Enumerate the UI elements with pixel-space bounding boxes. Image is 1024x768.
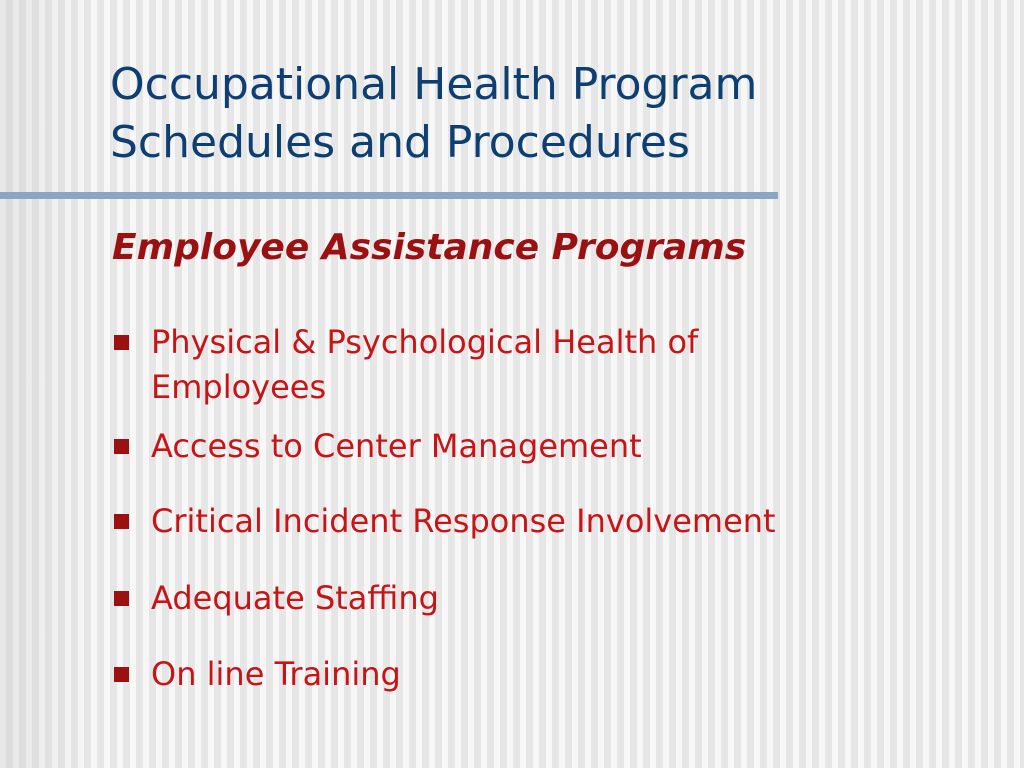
square-bullet-icon [114,591,129,606]
bullet-text [151,499,776,544]
bullet-item-on-line-training [114,652,994,697]
bullet-item-access-to-center-management [114,424,994,469]
slide-title-line-2: Schedules and Procedures [110,117,690,168]
bullet-item-critical-incident-response [114,499,994,544]
bullet-item-physical-psychological-health [114,320,994,410]
bullet-item-adequate-staffing [114,576,994,621]
bullet-text [151,652,401,697]
bullet-text-line-1: Access to Center Management [151,427,642,465]
bullet-text-line-1: Adequate Staffing [151,579,439,617]
square-bullet-icon [114,667,129,682]
bullet-text-line-1: Physical & Psychological Health of [151,323,699,361]
bullet-text-line-1: Critical Incident Response Involvement [151,502,776,540]
bullet-text [151,320,698,410]
slide-title-line-1: Occupational Health Program [110,59,758,110]
square-bullet-icon [114,514,129,529]
title-divider [0,192,778,199]
square-bullet-icon [114,439,129,454]
slide-subtitle: Employee Assistance Programs [112,227,747,268]
bullet-text [151,576,439,621]
background-left-shade [0,0,90,768]
square-bullet-icon [114,335,129,350]
slide-title [110,56,990,172]
bullet-text [151,424,642,469]
bullet-text-line-2: Employees [151,368,327,406]
bullet-text-line-1: On line Training [151,655,401,693]
